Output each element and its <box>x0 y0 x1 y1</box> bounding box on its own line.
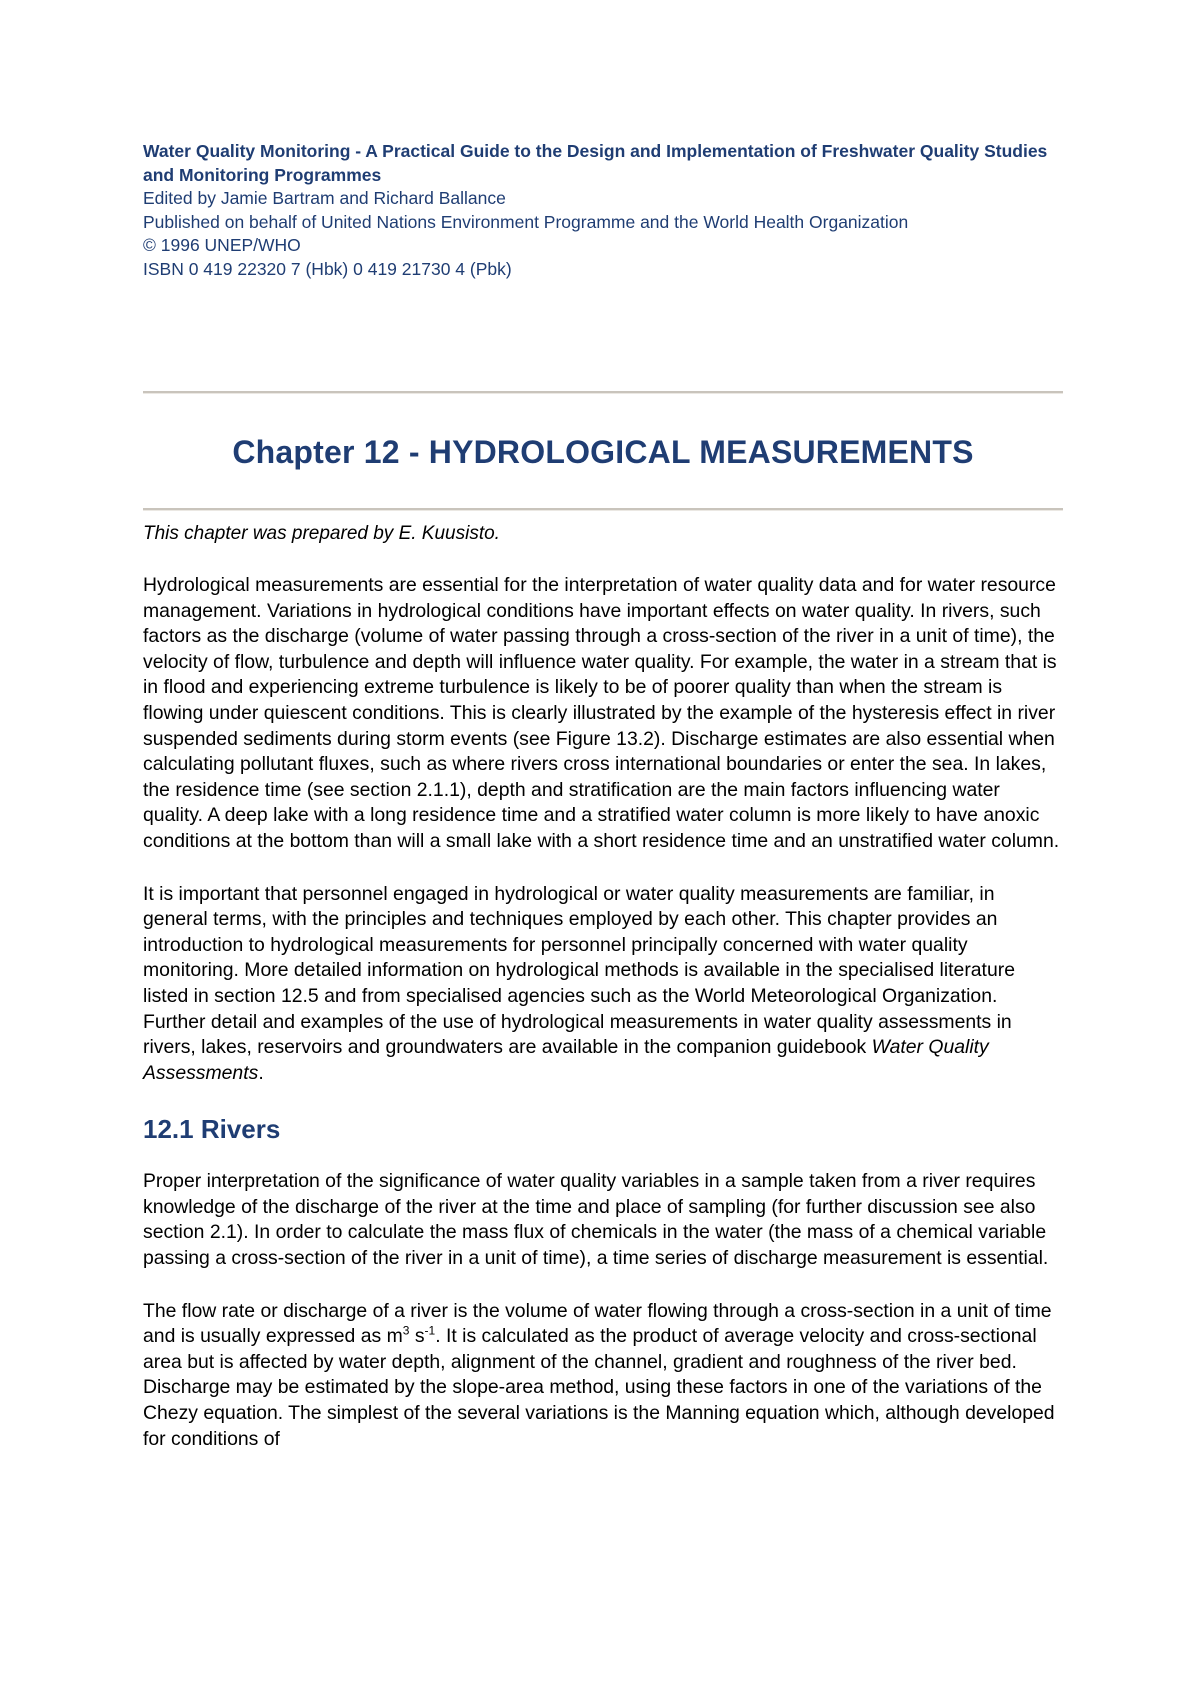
paragraph-discharge <box>143 1299 1063 1453</box>
book-publisher: Published on behalf of United Nations Environment Programme and the World Health Organization <box>143 211 909 232</box>
paragraph-intro: Hydrological measurements are essential for the interpretation of water quality data and for water resource management. Variations in hydrological conditions have important effects on water quality. In rivers, such factors as the discharge (volume of water passing through a cross-section of the river in a unit of time), the velocity of flow, turbulence and depth will influence water quality. For example, the water in a stream that is in flood and experiencing extreme turbulence is likely to be of poorer quality than when the stream is flowing under quiescent conditions. This is clearly illustrated by the example of the hysteresis effect in river suspended sediments during storm events (see Figure 13.2). Discharge estimates are also essential when calculating pollutant fluxes, such as where rivers cross international boundaries or enter the sea. In lakes, the residence time (see section 2.1.1), depth and stratification are the main factors influencing water quality. A deep lake with a long residence time and a stratified water column is more likely to have anoxic conditions at the bottom than will a small lake with a short residence time and an unstratified water column. <box>143 574 1060 852</box>
superscript-3: 3 <box>402 1323 410 1338</box>
discharge-text-a: The flow rate or discharge of a river is the volume of water flowing through a cross-section in a unit of time and is usually expressed as m <box>143 1299 1052 1348</box>
book-title: Water Quality Monitoring - A Practical Guide to the Design and Implementation of Freshwater Quality Studies and Monitoring Programmes <box>143 141 1048 185</box>
companion-guidebook-title: Water Quality Assessments <box>143 1036 989 1084</box>
section-heading-rivers: 12.1 Rivers <box>143 1114 281 1145</box>
paragraph-rivers-sampling: Proper interpretation of the significance of water quality variables in a sample taken from a river requires knowledge of the discharge of the river at the time and place of sampling (for further discussion see also section 2.1). In order to calculate the mass flux of chemicals in the water (the mass of a chemical variable passing a cross-section of the river in a unit of time), a time series of discharge measurement is essential. <box>143 1170 1049 1270</box>
paragraph-personnel-end: . <box>258 1061 264 1084</box>
book-header <box>143 140 1063 281</box>
header-spacer <box>143 281 1063 391</box>
document-page <box>143 140 1063 1479</box>
superscript-minus-1: -1 <box>424 1323 436 1338</box>
paragraph-personnel <box>143 882 1063 1087</box>
divider-bottom <box>143 508 1063 511</box>
discharge-text-b: s <box>409 1325 425 1348</box>
book-copyright: © 1996 UNEP/WHO <box>143 235 301 255</box>
divider-top <box>143 391 1063 394</box>
book-isbn: ISBN 0 419 22320 7 (Hbk) 0 419 21730 4 (Pbk) <box>143 258 512 279</box>
book-editors: Edited by Jamie Bartram and Richard Ballance <box>143 188 506 208</box>
chapter-title: Chapter 12 - HYDROLOGICAL MEASUREMENTS <box>232 434 974 470</box>
discharge-text-c: . It is calculated as the product of average velocity and cross-sectional area but is affected by water depth, alignment of the channel, gradient and roughness of the river bed. Discharge may be estimated by the slope-area method, using these factors in one of the variations of the Chezy equation. The simplest of the several variations is the Manning equation which, although developed for conditions of <box>143 1325 1055 1450</box>
chapter-preparer: This chapter was prepared by E. Kuusisto. <box>143 523 500 544</box>
paragraph-personnel-text: It is important that personnel engaged in hydrological or water quality measurements are familiar, in general terms, with the principles and techniques employed by each other. This chapter provides an introduction to hydrological measurements for personnel principally concerned with water quality monitoring. More detailed information on hydrological methods is available in the specialised literature listed in section 12.5 and from specialised agencies such as the World Meteorological Organization. Further detail and examples of the use of hydrological measurements in water quality assessments in rivers, lakes, reservoirs and groundwaters are available in the companion guidebook <box>143 882 1015 1059</box>
